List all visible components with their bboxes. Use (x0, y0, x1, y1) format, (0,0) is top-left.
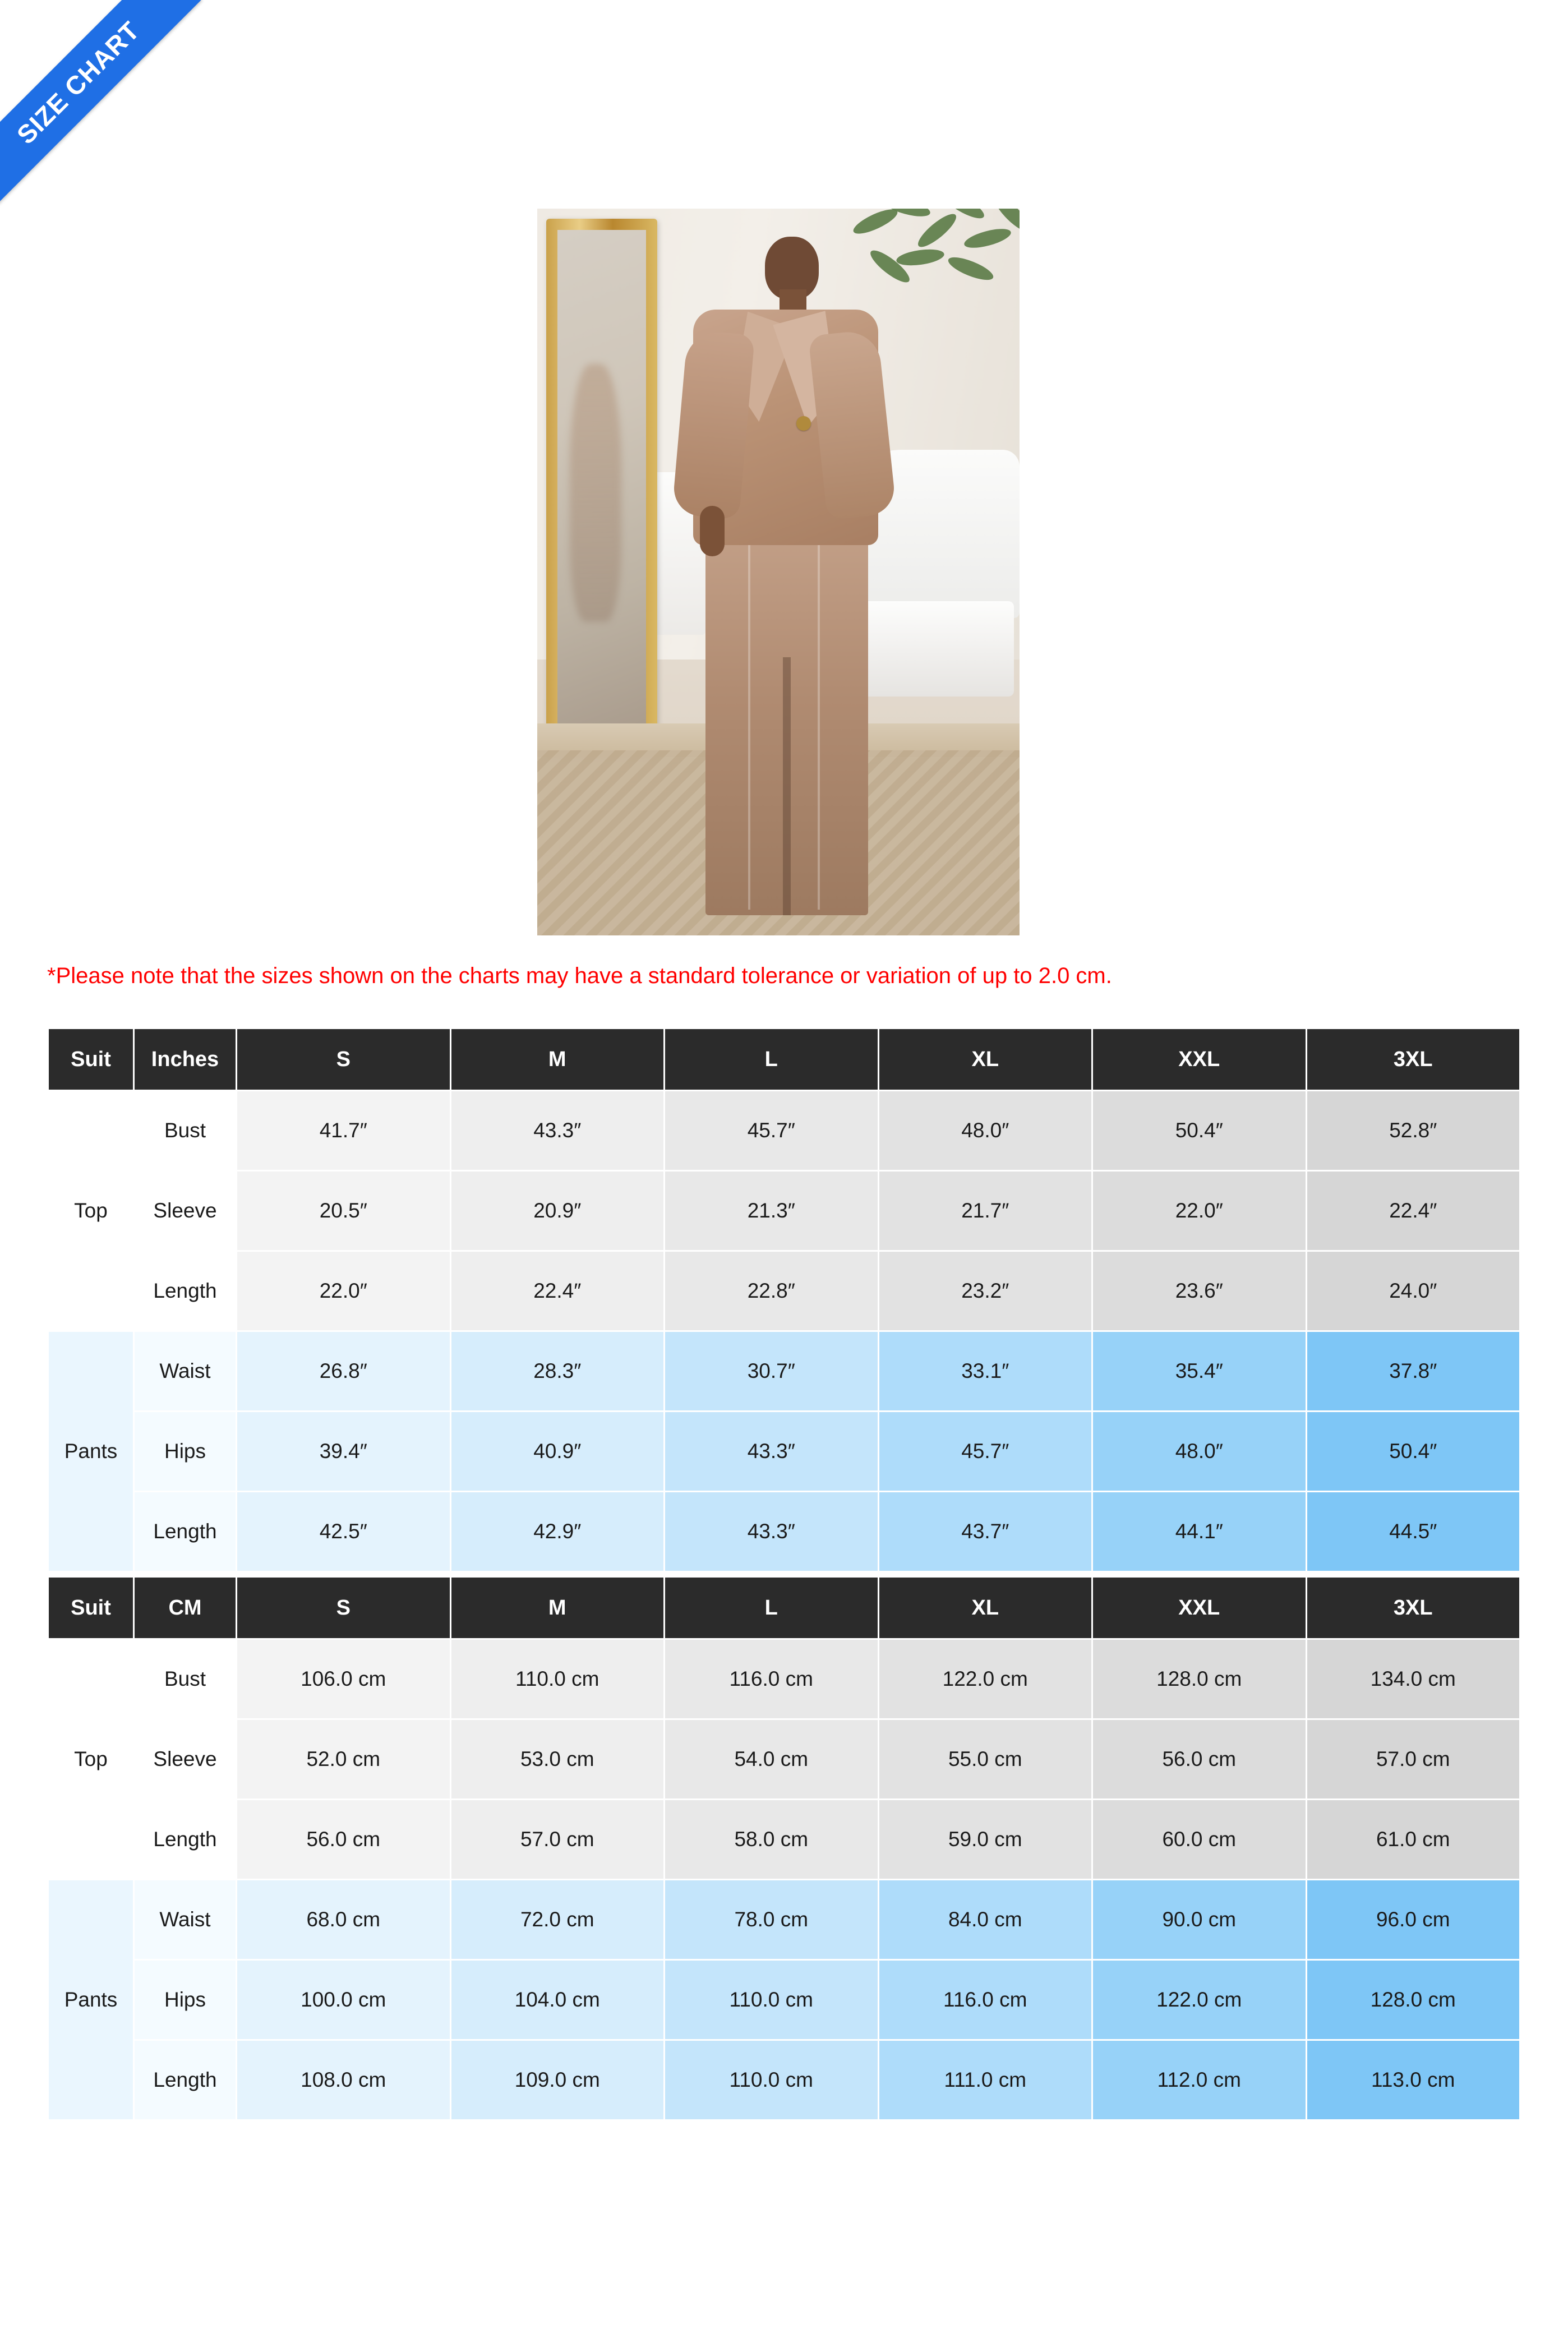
cell-value: 42.9″ (451, 1492, 664, 1571)
cell-value: 45.7″ (665, 1091, 878, 1170)
cell-value: 68.0 cm (237, 1880, 450, 1959)
metric-label: Length (135, 1252, 236, 1330)
cell-value: 50.4″ (1093, 1091, 1306, 1170)
cell-value: 110.0 cm (665, 2041, 878, 2119)
cell-value: 43.7″ (879, 1492, 1092, 1571)
table-row (49, 1961, 1519, 2039)
header-size-l: L (665, 1578, 878, 1638)
size-chart-ribbon-label: SIZE CHART (0, 0, 201, 206)
cell-value: 26.8″ (237, 1332, 450, 1410)
cell-value: 44.1″ (1093, 1492, 1306, 1571)
header-suit: Suit (49, 1029, 133, 1090)
cell-value: 52.8″ (1307, 1091, 1520, 1170)
table-row (49, 1720, 1519, 1798)
header-suit: Suit (49, 1578, 133, 1638)
cell-value: 20.5″ (237, 1172, 450, 1250)
metric-label: Sleeve (135, 1172, 236, 1250)
cell-value: 122.0 cm (1093, 1961, 1306, 2039)
cell-value: 58.0 cm (665, 1800, 878, 1879)
header-size-xxl: XXL (1093, 1029, 1306, 1090)
metric-label: Waist (135, 1880, 236, 1959)
cell-value: 41.7″ (237, 1091, 450, 1170)
cell-value: 24.0″ (1307, 1252, 1520, 1330)
header-size-xxl: XXL (1093, 1578, 1306, 1638)
size-table-cm (47, 1576, 1521, 2121)
cell-value: 59.0 cm (879, 1800, 1092, 1879)
cell-value: 100.0 cm (237, 1961, 450, 2039)
metric-label: Hips (135, 1412, 236, 1491)
cell-value: 84.0 cm (879, 1880, 1092, 1959)
header-size-s: S (237, 1578, 450, 1638)
cell-value: 72.0 cm (451, 1880, 664, 1959)
table-row (49, 1252, 1519, 1330)
header-unit: Inches (135, 1029, 236, 1090)
cell-value: 43.3″ (665, 1412, 878, 1491)
cell-value: 33.1″ (879, 1332, 1092, 1410)
cell-value: 108.0 cm (237, 2041, 450, 2119)
header-unit: CM (135, 1578, 236, 1638)
cell-value: 78.0 cm (665, 1880, 878, 1959)
header-size-xl: XL (879, 1029, 1092, 1090)
group-label-top: Top (49, 1091, 133, 1330)
cell-value: 30.7″ (665, 1332, 878, 1410)
cell-value: 128.0 cm (1307, 1961, 1520, 2039)
cell-value: 113.0 cm (1307, 2041, 1520, 2119)
cell-value: 104.0 cm (451, 1961, 664, 2039)
cell-value: 37.8″ (1307, 1332, 1520, 1410)
cell-value: 110.0 cm (665, 1961, 878, 2039)
cell-value: 60.0 cm (1093, 1800, 1306, 1879)
cell-value: 56.0 cm (1093, 1720, 1306, 1798)
table-row (49, 1880, 1519, 1959)
model-figure (633, 231, 924, 932)
product-photo-container (537, 209, 1020, 935)
table-row (49, 1800, 1519, 1879)
header-size-3xl: 3XL (1307, 1578, 1520, 1638)
cell-value: 23.2″ (879, 1252, 1092, 1330)
group-label-top: Top (49, 1640, 133, 1879)
cell-value: 22.4″ (451, 1252, 664, 1330)
cell-value: 110.0 cm (451, 1640, 664, 1718)
product-photo (537, 209, 1020, 935)
metric-label: Length (135, 1800, 236, 1879)
metric-label: Bust (135, 1640, 236, 1718)
table-row (49, 1091, 1519, 1170)
table-row (49, 2041, 1519, 2119)
cell-value: 44.5″ (1307, 1492, 1520, 1571)
header-size-m: M (451, 1578, 664, 1638)
header-size-l: L (665, 1029, 878, 1090)
table-header-row (49, 1029, 1519, 1090)
cell-value: 57.0 cm (451, 1800, 664, 1879)
group-label-pants: Pants (49, 1880, 133, 2119)
cell-value: 22.0″ (237, 1252, 450, 1330)
cell-value: 48.0″ (1093, 1412, 1306, 1491)
mirror-reflection (570, 364, 621, 622)
cell-value: 43.3″ (665, 1492, 878, 1571)
cell-value: 48.0″ (879, 1091, 1092, 1170)
cell-value: 40.9″ (451, 1412, 664, 1491)
cell-value: 90.0 cm (1093, 1880, 1306, 1959)
metric-label: Sleeve (135, 1720, 236, 1798)
cell-value: 54.0 cm (665, 1720, 878, 1798)
jacket-button (796, 416, 811, 431)
cell-value: 43.3″ (451, 1091, 664, 1170)
cell-value: 56.0 cm (237, 1800, 450, 1879)
cell-value: 42.5″ (237, 1492, 450, 1571)
metric-label: Hips (135, 1961, 236, 2039)
cell-value: 20.9″ (451, 1172, 664, 1250)
group-label-pants: Pants (49, 1332, 133, 1571)
tolerance-note: *Please note that the sizes shown on the charts may have a standard tolerance or variation of up to 2.0 cm. (47, 963, 1112, 988)
cell-value: 23.6″ (1093, 1252, 1306, 1330)
cell-value: 61.0 cm (1307, 1800, 1520, 1879)
cell-value: 116.0 cm (879, 1961, 1092, 2039)
cell-value: 122.0 cm (879, 1640, 1092, 1718)
cell-value: 22.4″ (1307, 1172, 1520, 1250)
cell-value: 45.7″ (879, 1412, 1092, 1491)
cell-value: 28.3″ (451, 1332, 664, 1410)
cell-value: 96.0 cm (1307, 1880, 1520, 1959)
size-table-inches (47, 1027, 1521, 1572)
table-header-row (49, 1578, 1519, 1638)
cell-value: 109.0 cm (451, 2041, 664, 2119)
header-size-xl: XL (879, 1578, 1092, 1638)
cell-value: 21.3″ (665, 1172, 878, 1250)
cell-value: 116.0 cm (665, 1640, 878, 1718)
cell-value: 57.0 cm (1307, 1720, 1520, 1798)
size-chart-ribbon (0, 0, 224, 224)
header-size-3xl: 3XL (1307, 1029, 1520, 1090)
header-size-s: S (237, 1029, 450, 1090)
table-row (49, 1332, 1519, 1410)
cell-value: 55.0 cm (879, 1720, 1092, 1798)
table-row (49, 1172, 1519, 1250)
header-size-m: M (451, 1029, 664, 1090)
metric-label: Length (135, 2041, 236, 2119)
cell-value: 128.0 cm (1093, 1640, 1306, 1718)
cell-value: 112.0 cm (1093, 2041, 1306, 2119)
cell-value: 39.4″ (237, 1412, 450, 1491)
table-row (49, 1640, 1519, 1718)
cell-value: 22.0″ (1093, 1172, 1306, 1250)
table-row (49, 1492, 1519, 1571)
cell-value: 111.0 cm (879, 2041, 1092, 2119)
cell-value: 22.8″ (665, 1252, 878, 1330)
cell-value: 53.0 cm (451, 1720, 664, 1798)
cell-value: 134.0 cm (1307, 1640, 1520, 1718)
metric-label: Bust (135, 1091, 236, 1170)
metric-label: Length (135, 1492, 236, 1571)
cell-value: 35.4″ (1093, 1332, 1306, 1410)
table-row (49, 1412, 1519, 1491)
cell-value: 52.0 cm (237, 1720, 450, 1798)
cell-value: 106.0 cm (237, 1640, 450, 1718)
metric-label: Waist (135, 1332, 236, 1410)
cell-value: 21.7″ (879, 1172, 1092, 1250)
cell-value: 50.4″ (1307, 1412, 1520, 1491)
